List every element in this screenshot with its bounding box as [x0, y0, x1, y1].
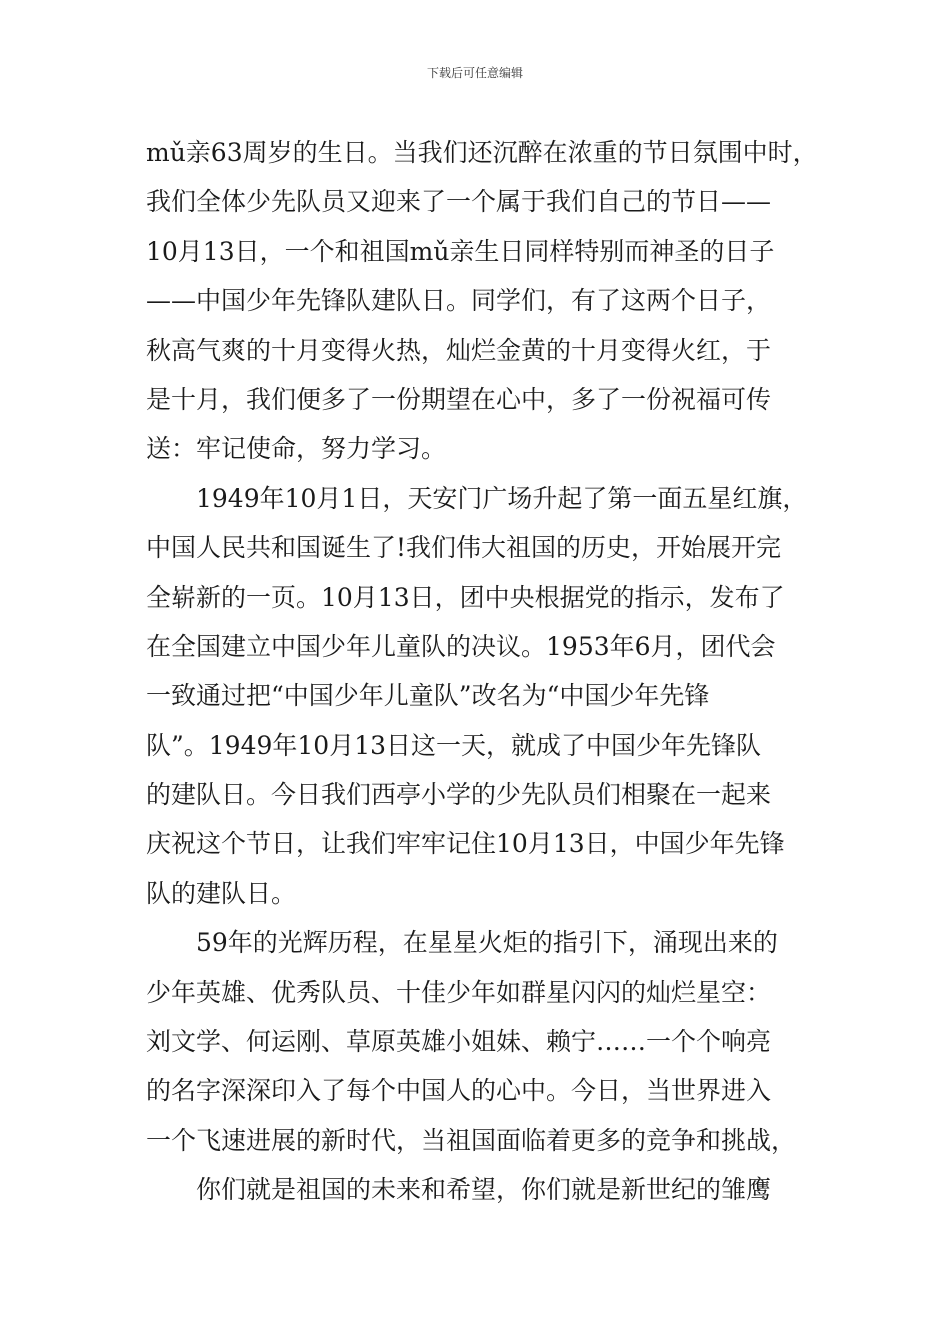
- text-line: 刘文学、何运刚、草原英雄小姐妹、赖宁……一个个响亮: [146, 1027, 772, 1057]
- text-line: 全崭新的一页。10月13日，团中央根据党的指示，发布了: [146, 582, 785, 612]
- text-line: 的建队日。今日我们西亭小学的少先队员们相聚在一起来: [146, 780, 772, 810]
- text-line: 一个飞速进展的新时代，当祖国面临着更多的竞争和挑战，: [146, 1125, 797, 1155]
- text-line: 送：牢记使命，努力学习。: [146, 434, 447, 464]
- text-line: 在全国建立中国少年儿童队的决议。1953年6月，团代会: [146, 631, 776, 661]
- paragraph-start-line: 你们就是祖国的未来和希望，你们就是新世纪的雏鹰: [196, 1175, 772, 1205]
- text-line: 中国人民共和国诞生了!我们伟大祖国的历史，开始展开完: [146, 533, 782, 563]
- text-line: 队的建队日。: [146, 878, 297, 908]
- text-line: 队”。1949年10月13日这一天，就成了中国少年先锋队: [146, 730, 762, 760]
- text-line: mǔ亲63周岁的生日。当我们还沉醉在浓重的节日氛围中时，: [146, 138, 818, 167]
- text-line: 庆祝这个节日，让我们牢牢记住10月13日，中国少年先锋: [146, 829, 785, 859]
- text-line: 少年英雄、优秀队员、十佳少年如群星闪闪的灿烂星空：: [146, 977, 772, 1007]
- paragraph-start-line: 1949年10月1日，天安门广场升起了第一面五星红旗，: [196, 483, 808, 513]
- page-header: 下载后可任意编辑: [426, 66, 523, 80]
- text-line: 秋高气爽的十月变得火热，灿烂金黄的十月变得火红，于: [146, 335, 772, 365]
- paragraph-start-line: 59年的光辉历程，在星星火炬的指引下，涌现出来的: [196, 928, 778, 958]
- text-line: 一致通过把“中国少年儿童队”改名为“中国少年先锋: [146, 681, 710, 711]
- text-line: 的名字深深印入了每个中国人的心中。今日，当世界进入: [146, 1076, 772, 1106]
- text-line: 是十月，我们便多了一份期望在心中，多了一份祝福可传: [146, 384, 772, 414]
- document-body: [146, 128, 816, 1215]
- text-line: 10月13日，一个和祖国mǔ亲生日同样特别而神圣的日子: [146, 236, 775, 266]
- text-line: ——中国少年先锋队建队日。同学们，有了这两个日子，: [146, 286, 772, 316]
- text-line: 我们全体少先队员又迎来了一个属于我们自己的节日——: [146, 187, 772, 217]
